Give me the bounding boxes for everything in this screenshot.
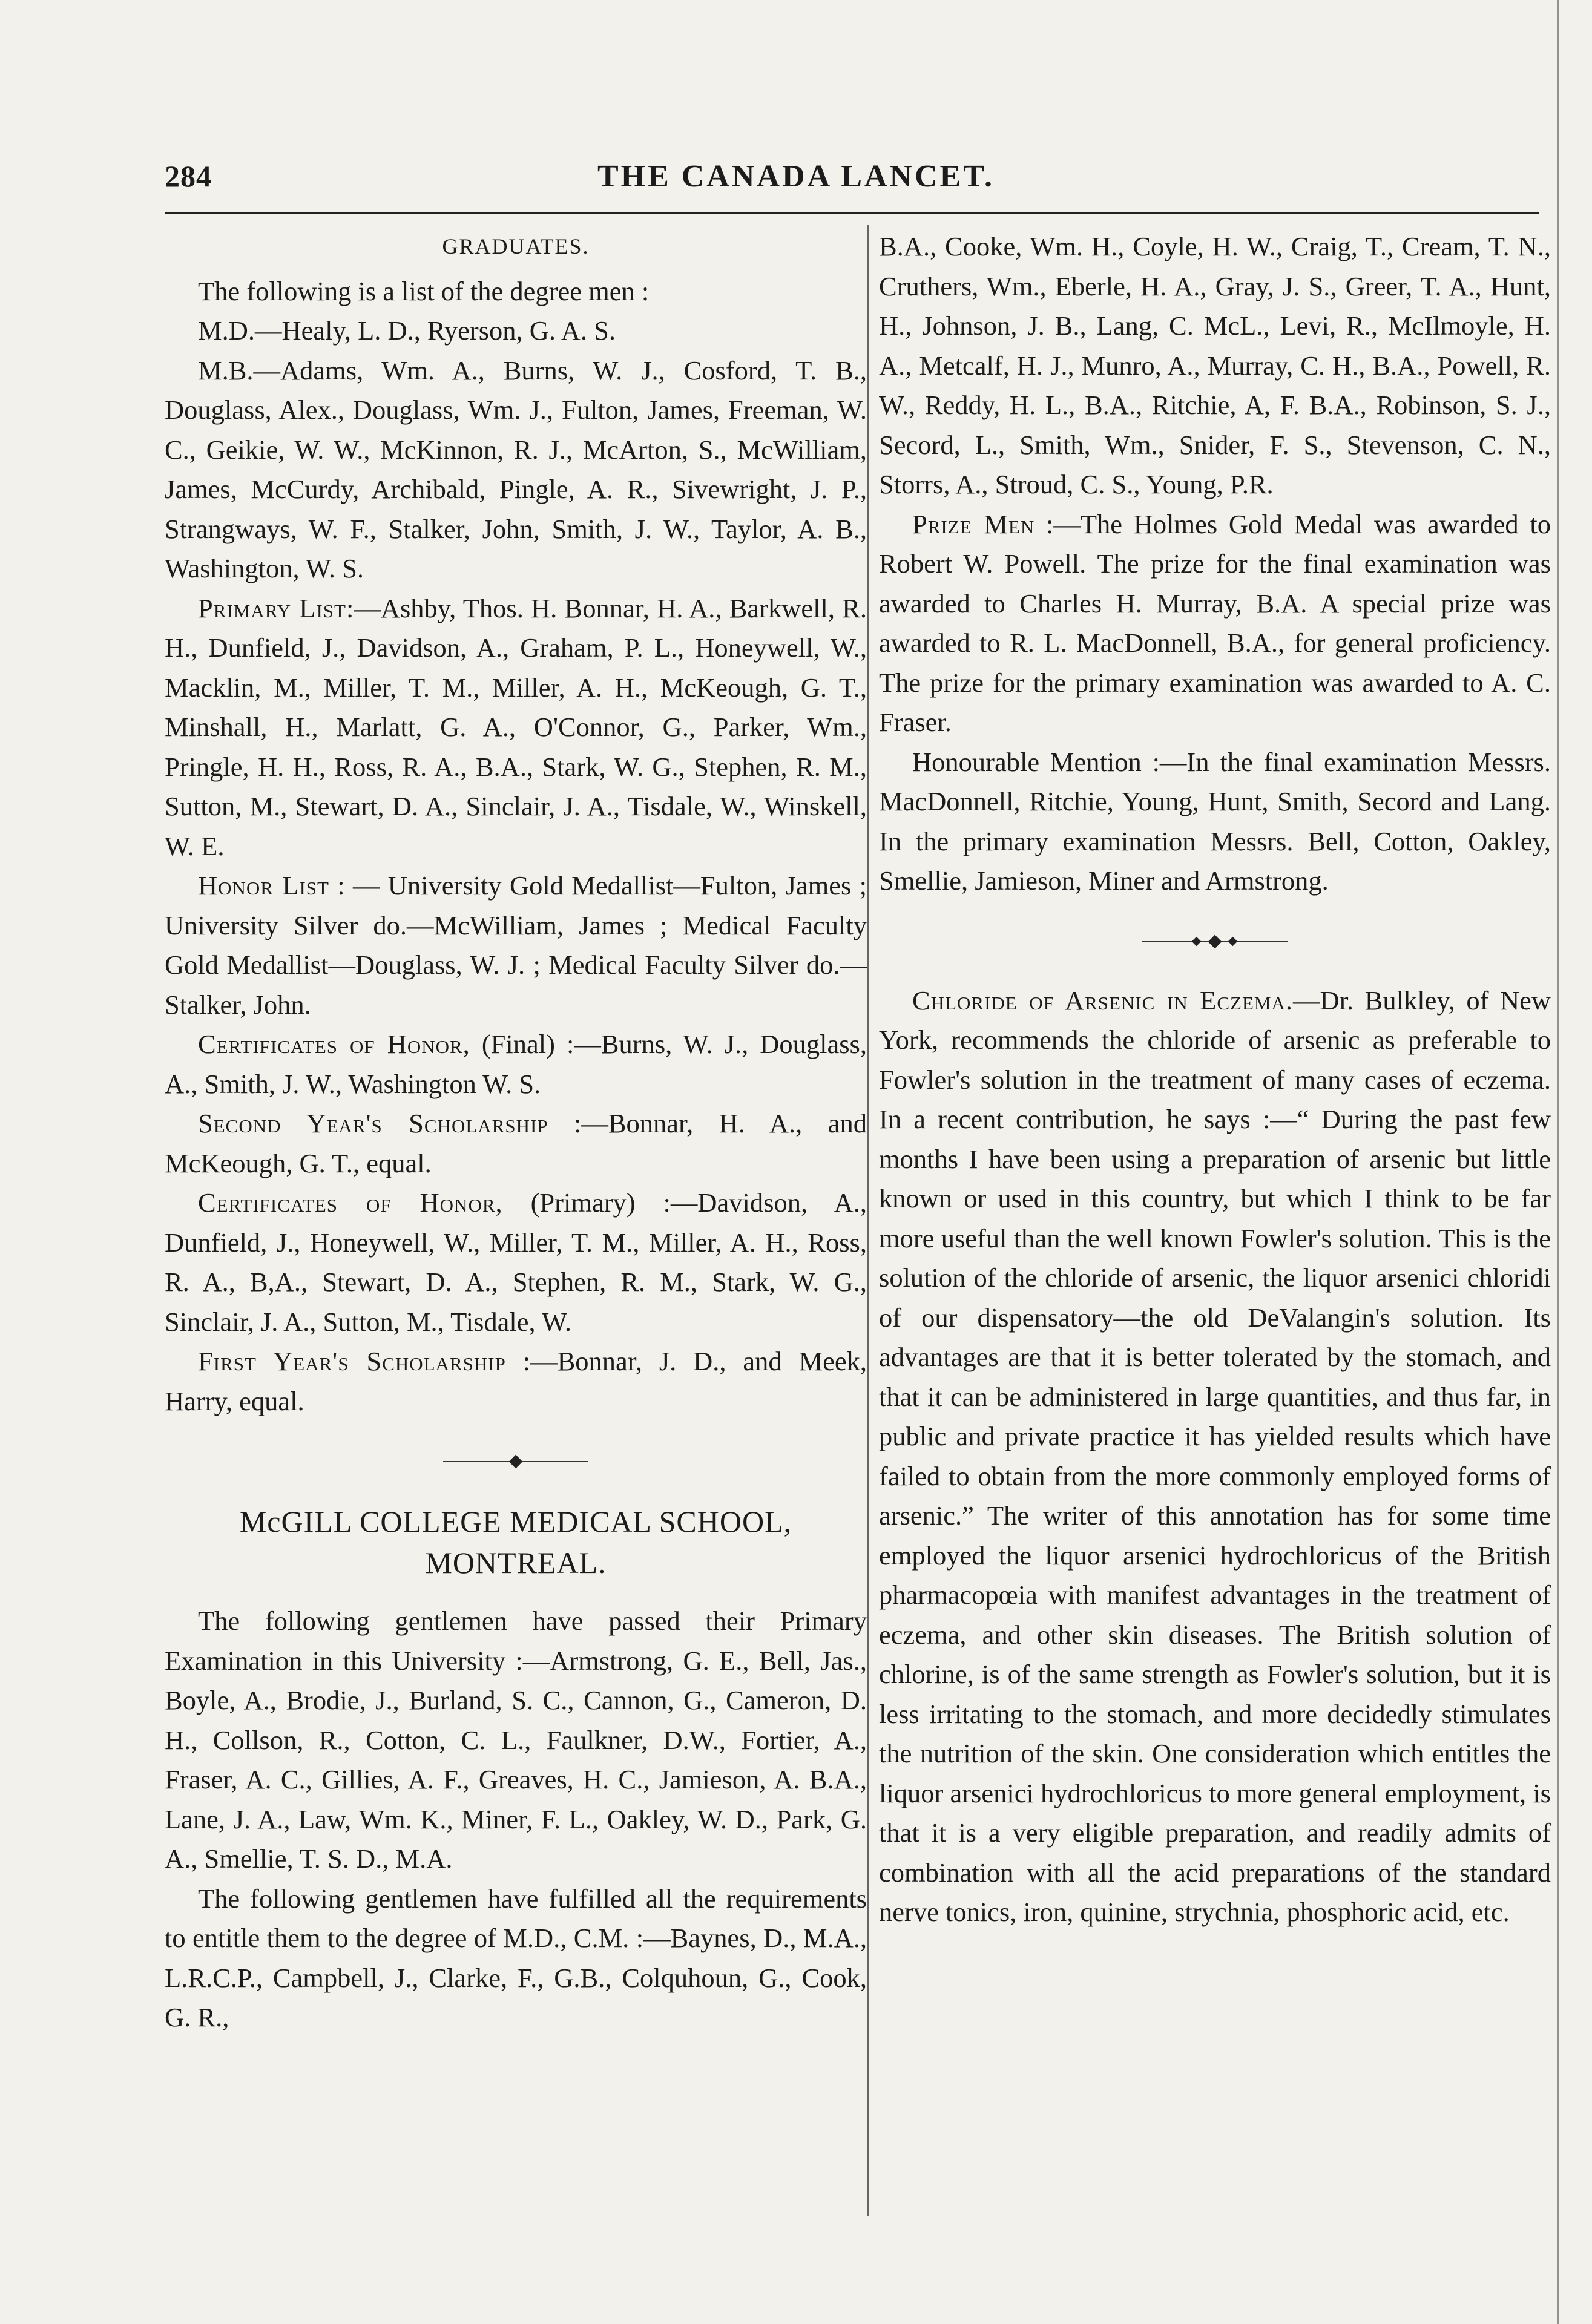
section-ornament-right [879, 923, 1551, 959]
cert-final-label: Certificates of Honor, [198, 1029, 470, 1059]
page-number: 284 [165, 159, 212, 193]
primary-list [165, 589, 867, 867]
prize-men-text: :—The Holmes Gold Medal was awarded to Robert W. Powell. The prize for the final examination was awarded to Charles H. Murray, B.A. A special prize was awarded to R. L. MacDonnell, B.A., for general proficiency. The prize for the primary examination was awarded to A. C. Fraser. [879, 508, 1551, 737]
prize-men [879, 505, 1551, 743]
header-rule [165, 212, 1539, 217]
honor-list-label: Honor List [198, 870, 329, 901]
second-year-scholarship [165, 1104, 867, 1183]
degree-list-continuation: B.A., Cooke, Wm. H., Coyle, H. W., Craig, T., Cream, T. N., Cruthers, Wm., Eberle, H. A., Gray, J. S., Greer, T. A., Hunt, H., Johnson, J. B., Lang, C. McL., Levi, R., McIlmoyle, H. A., Metcalf, H. J., Munro, A., Murray, C. H., B.A., Powell, R. W., Reddy, H. L., B.A., Ritchie, A, F. B.A., Robinson, S. J., Secord, L., Smith, Wm., Snider, F. S., Stevenson, C. N., Storrs, A., Stroud, C. S., Young, P.R. [879, 231, 1551, 499]
first-year-text: :—Bonnar, J. D., and Meek, Harry, equal. [165, 1346, 867, 1416]
cert-final-text: (Final) :—Burns, W. J., Douglass, A., Smith, J. W., Washington W. S. [165, 1029, 867, 1099]
chloride-arsenic-title: Chloride of Arsenic in Eczema. [912, 985, 1293, 1016]
first-year-scholarship [165, 1342, 867, 1421]
graduates-intro: The following is a list of the degree men : [198, 275, 650, 306]
cert-primary-label: Certificates of Honor, [198, 1187, 503, 1218]
ornament-diamond [1192, 936, 1202, 946]
ornament-diamond [1228, 936, 1238, 946]
left-column [165, 227, 867, 2038]
second-year-label: Second Year's Scholarship [198, 1108, 548, 1138]
right-column [879, 227, 1551, 1932]
section-ornament [165, 1443, 867, 1479]
mcgill-primary-exam: The following gentlemen have passed their Primary Examination in this University :—Armstrong, G. E., Bell, Jas., Boyle, A., Brodie, J., Burland, S. C., Cannon, G., Cameron, D. H., Collson, R., Cotton, C. L., Faulkner, D.W., Fortier, A., Fraser, A. C., Gillies, A. F., Greaves, H. C., Jamieson, A. B.A., Lane, J. A., Law, Wm. K., Miner, F. L., Oakley, W. D., Park, G. A., Smellie, T. S. D., M.A. [165, 1606, 867, 1874]
second-year-text: :—Bonnar, H. A., and McKeough, G. T., equal. [165, 1108, 867, 1178]
prize-men-label: Prize Men [912, 508, 1035, 539]
md-list: M.D.—Healy, L. D., Ryerson, G. A. S. [198, 315, 616, 346]
certificates-final [165, 1025, 867, 1104]
column-divider [867, 225, 869, 2216]
mcgill-heading: McGILL COLLEGE MEDICAL SCHOOL, MONTREAL. [239, 1505, 792, 1580]
honourable-mention: Honourable Mention :—In the final examination Messrs. MacDonnell, Ritchie, Young, Hunt, Smith, Secord and Lang. In the primary examination Messrs. Bell, Cotton, Oakley, Smellie, Jamieson, Miner and Armstrong. [879, 746, 1551, 896]
primary-list-text: :—Ashby, Thos. H. Bonnar, H. A., Barkwell, R. H., Dunfield, J., Davidson, A., Graham, P. L., Honeywell, W., Macklin, M., Miller, T. M., Miller, A. H., McKeough, G. T., Minshall, H., Marlatt, G. A., O'Connor, G., Parker, Wm., Pringle, H. H., Ross, R. A., B.A., Stark, W. G., Stephen, R. M., Sutton, M., Stewart, D. A., Sinclair, J. A., Tisdale, W., Winskell, W. E. [165, 592, 867, 861]
honor-list-text: : — University Gold Medallist—Fulton, James ; University Silver do.—McWilliam, James ; Medical Faculty Gold Medallist—Douglass, W. J. ; Medical Faculty Silver do.—Stalker, John. [165, 870, 867, 1020]
cert-primary-text: (Primary) :—Davidson, A., Dunfield, J., Honeywell, W., Miller, T. M., Miller, A. H., Ross, R. A., B,A., Stewart, D. A., Stephen, R. M., Stark, W. G., Sinclair, J. A., Sutton, M., Tisdale, W. [165, 1187, 867, 1337]
ornament-diamond [1208, 934, 1222, 948]
mb-list: M.B.—Adams, Wm. A., Burns, W. J., Cosford, T. B., Douglass, Alex., Douglass, Wm. J., Fulton, James, Freeman, W. C., Geikie, W. W., McKinnon, R. J., McArton, S., McWilliam, James, McCurdy, Archibald, Pingle, A. R., Sivewright, J. P., Strangways, W. F., Stalker, John, Smith, J. W., Taylor, A. B., Washington, W. S. [165, 355, 867, 583]
first-year-label: First Year's Scholarship [198, 1346, 506, 1376]
mcgill-degree-list: The following gentlemen have fulfilled all the requirements to entitle them to the degree of M.D., C.M. :—Baynes, D., M.A., L.R.C.P., Campbell, J., Clarke, F., G.B., Colquhoun, G., Cook, G. R., [165, 1883, 867, 2032]
ornament-diamond [509, 1455, 523, 1469]
primary-list-label: Primary List [198, 592, 346, 623]
page-edge-rule [1557, 0, 1559, 2324]
chloride-arsenic-article [879, 981, 1551, 1932]
graduates-heading: GRADUATES. [442, 234, 590, 258]
certificates-primary [165, 1183, 867, 1342]
chloride-arsenic-text: —Dr. Bulkley, of New York, recommends the chloride of arsenic as preferable to Fowler's solution in the treatment of many cases of eczema. In a recent contribution, he says :—“ During the past few months I have been using a preparation of arsenic but little known or used in this country, but which I think to be far more useful than the well known Fowler's solution. This is the solution of the chloride of arsenic, the liquor arsenici chloridi of our dispensatory—the old DeValangin's solution. Its advantages are that it is better tolerated by the stomach, and that it can be administered in large quantities, and thus far, in public and private practice it has yielded results which have failed to obtain from the more commonly employed forms of arsenic.” The writer of this annotation has for some time employed the liquor arsenici hydrochloricus of the British pharmacopœia with manifest advantages in the treatment of eczema, and other skin diseases. The British solution of chlorine, is of the same strength as Fowler's solution, but it is less irritating to the stomach, and more decidedly stimulates the nutrition of the skin. One consideration which entitles the liquor arsenici hydrochloricus to more general employment, is that it is a very eligible preparation, and readily admits of combination with all the acid preparations of the standard nerve tonics, iron, quinine, strychnia, phosphoric acid, etc. [879, 985, 1551, 1927]
honor-list [165, 866, 867, 1025]
journal-title: THE CANADA LANCET. [597, 159, 995, 194]
